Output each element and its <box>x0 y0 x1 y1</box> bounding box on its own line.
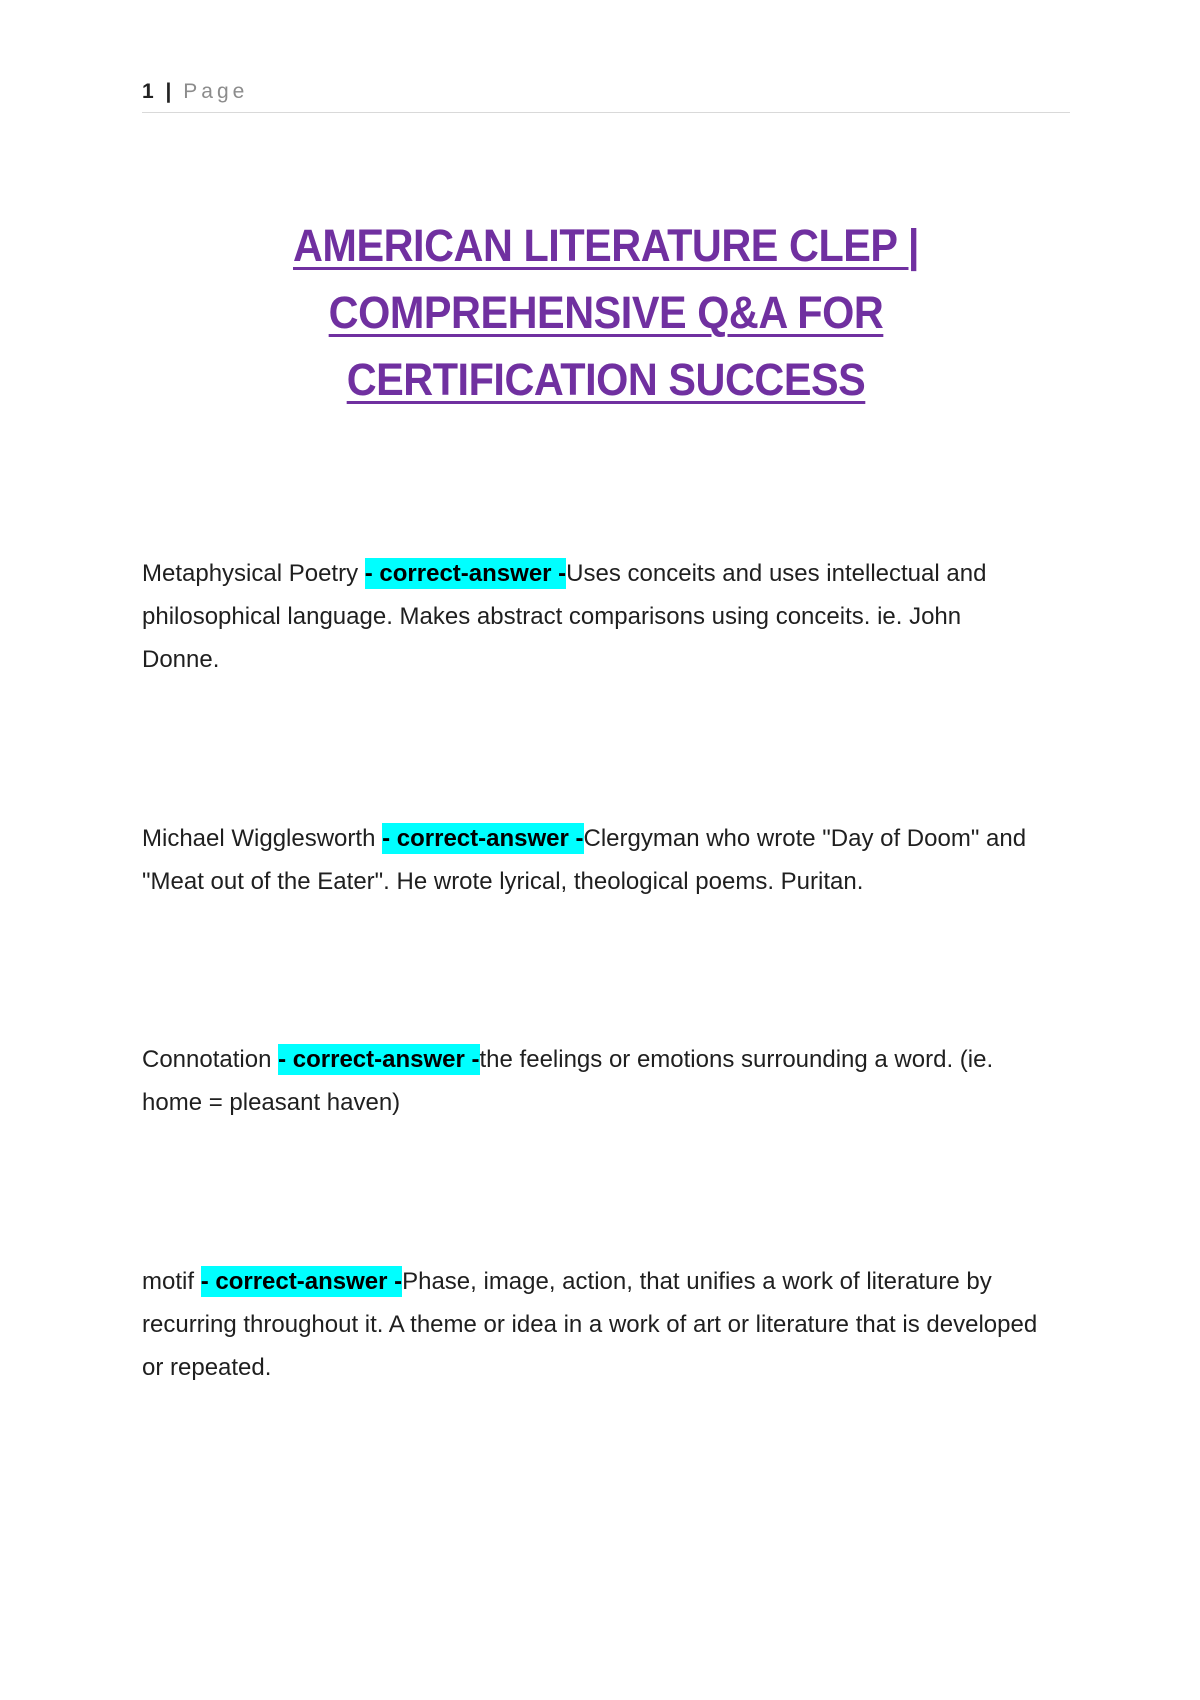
correct-answer-marker: - correct-answer - <box>364 560 567 587</box>
page-header <box>142 80 1070 113</box>
correct-answer-marker: - correct-answer - <box>200 1268 403 1295</box>
correct-answer-marker: - correct-answer - <box>382 825 584 852</box>
entry-term: motif <box>142 1268 201 1295</box>
qa-entry <box>142 1260 1042 1389</box>
qa-entry <box>142 817 1042 903</box>
page-number: 1 <box>142 80 155 103</box>
correct-answer-marker: - correct-answer - <box>278 1046 480 1073</box>
document-title: AMERICAN LITERATURE CLEP | COMPREHENSIVE Q&A FOR CERTIFICATION SUCCESS <box>292 220 920 405</box>
entry-definition: Phase, image, action, that unifies a work of literature by recurring throughout it. A theme or idea in a work of art or literature that is developed or repeated. <box>142 1268 1038 1381</box>
entry-definition: the feelings or emotions surrounding a word. (ie. home = pleasant haven) <box>142 1046 994 1116</box>
qa-entry <box>142 1038 1042 1124</box>
entry-term: Metaphysical Poetry <box>142 560 365 587</box>
page-label: Page <box>183 80 249 103</box>
entry-term: Michael Wigglesworth <box>142 825 383 852</box>
entry-term: Connotation <box>142 1046 279 1073</box>
qa-entry <box>142 552 1042 681</box>
entry-definition: Uses conceits and uses intellectual and philosophical language. Makes abstract comparisons using conceits. ie. John Donne. <box>142 560 987 673</box>
entry-definition: Clergyman who wrote "Day of Doom" and "Meat out of the Eater". He wrote lyrical, theological poems. Puritan. <box>142 825 1027 895</box>
page-separator: | <box>165 80 173 103</box>
